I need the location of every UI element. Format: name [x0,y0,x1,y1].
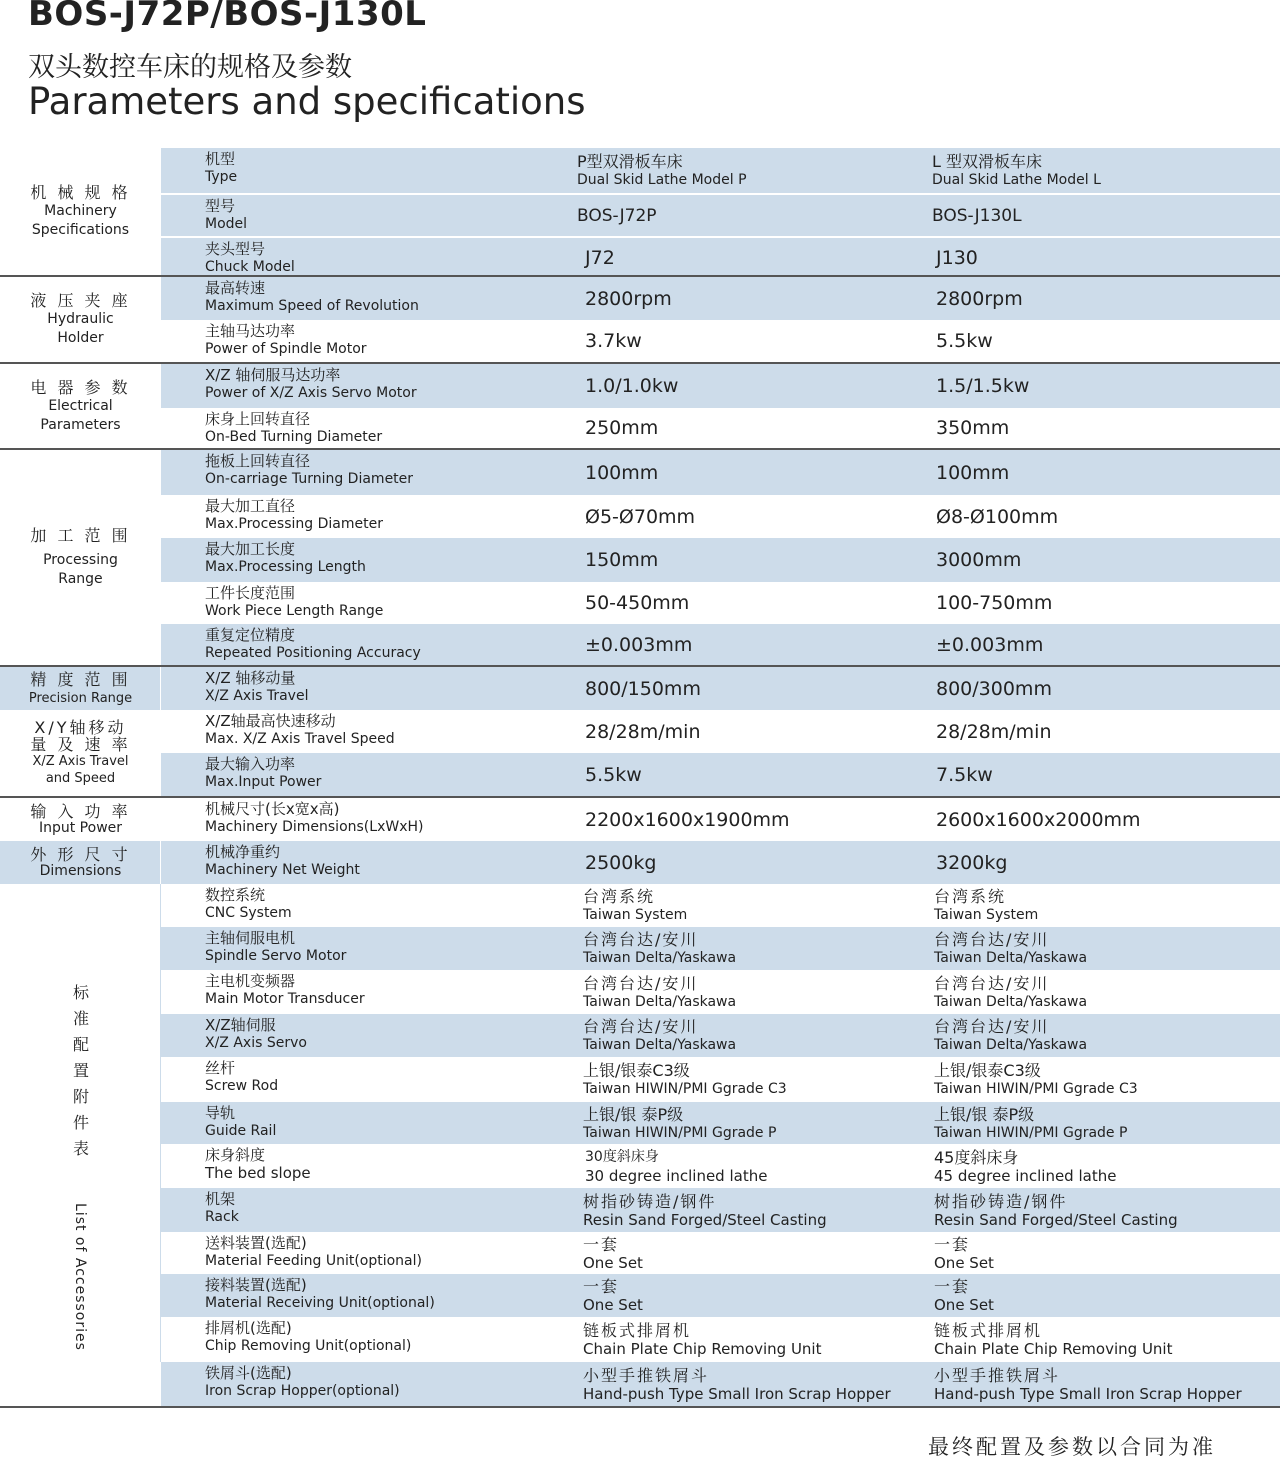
value-model-l: 一套 One Set [934,1277,994,1314]
spec-row [161,277,1280,320]
value-model-l: BOS-J130L [932,205,1022,226]
row-label: 机型 Type [205,150,238,185]
row-label: 夹头型号 Chuck Model [205,240,295,275]
value-model-p: P型双滑板车床 Dual Skid Lathe Model P [577,152,747,188]
value-model-l: 链板式排屑机 Chain Plate Chip Removing Unit [934,1321,1173,1358]
spec-row [161,408,1280,448]
row-label: 送料装置(选配) Material Feeding Unit(optional) [205,1234,422,1269]
value-model-p: 台湾台达/安川 Taiwan Delta/Yaskawa [583,973,737,1010]
group-divider [0,275,1280,277]
value-model-p: 2800rpm [585,287,672,310]
group-divider [0,665,1280,667]
value-model-p: 台湾系统 Taiwan System [583,887,688,923]
category-hydraulic-holder: 液 压 夹 座 Hydraulic Holder [30,291,131,346]
value-model-l: 小型手推铁屑斗 Hand-push Type Small Iron Scrap Hopper [934,1365,1242,1403]
accessories-category-char: 表 [72,1139,89,1158]
value-model-p: 台湾台达/安川 Taiwan Delta/Yaskawa [583,1017,737,1053]
category-precision-range: 精 度 范 围 Precision Range [0,667,161,710]
title-chinese: 双头数控车床的规格及参数 [28,52,352,83]
accessories-category-char: 置 [72,1061,89,1080]
accessories-category-char: 配 [72,1035,89,1054]
value-model-l: 一套 One Set [934,1234,994,1272]
accessory-row [161,1274,1280,1317]
row-label: 接料装置(选配) Material Receiving Unit(optional) [205,1276,435,1311]
row-label: 拖板上回转直径 On-carriage Turning Diameter [205,452,414,487]
category-dimensions: 外 形 尺 寸 Dimensions [0,841,161,884]
spec-row [161,236,1280,277]
title-english: Parameters and specifications [28,80,586,123]
value-model-l: L 型双滑板车床 Dual Skid Lathe Model L [932,152,1101,188]
value-model-l: 3200kg [936,851,1008,874]
value-model-l: 28/28m/min [936,720,1052,743]
value-model-l: 7.5kw [936,763,993,786]
value-model-p: 800/150mm [585,677,701,700]
value-model-p: 上银/银 泰P级 Taiwan HIWIN/PMI Ggrade P [583,1104,777,1141]
spec-row [161,148,1280,193]
group-divider [0,796,1280,798]
row-label: X/Z 轴移动量 X/Z Axis Travel [205,669,309,704]
value-model-p: 树指砂铸造/钢件 Resin Sand Forged/Steel Casting [583,1191,827,1229]
value-model-l: 台湾台达/安川 Taiwan Delta/Yaskawa [934,930,1088,966]
accessory-row [161,927,1280,970]
row-label: X/Z 轴伺服马达功率 Power of X/Z Axis Servo Motor [205,366,417,401]
value-model-l: 5.5kw [936,330,993,352]
accessories-category-english: List of Accessories [72,1203,88,1351]
value-model-p: BOS-J72P [577,205,657,226]
accessory-row [161,1232,1280,1274]
spec-row [161,624,1280,665]
value-model-p: 250mm [585,417,659,439]
value-model-p: 100mm [585,461,659,484]
row-label: 数控系统 CNC System [205,886,292,921]
value-model-p: 28/28m/min [585,720,701,743]
value-model-p: J72 [585,246,615,269]
row-label: 丝杆 Screw Rod [205,1059,279,1094]
row-label: 最大加工直径 Max.Processing Diameter [205,497,383,532]
spec-row [161,364,1280,408]
row-label: 重复定位精度 Repeated Positioning Accuracy [205,626,421,661]
row-label: X/Z轴伺服 X/Z Axis Servo [205,1016,307,1051]
value-model-l: 45度斜床身 45 degree inclined lathe [934,1147,1117,1185]
column-separator [160,148,161,884]
value-model-p: 链板式排屑机 Chain Plate Chip Removing Unit [583,1321,822,1358]
row-label: 铁屑斗(选配) Iron Scrap Hopper(optional) [205,1364,400,1399]
value-model-p: 上银/银泰C3级 Taiwan HIWIN/PMI Ggrade C3 [583,1061,787,1097]
value-model-l: 100-750mm [936,592,1053,614]
value-model-p: 30度斜床身 30 degree inclined lathe [585,1148,768,1185]
row-label: 床身上回转直径 On-Bed Turning Diameter [205,410,383,445]
accessories-category-char: 标 [72,983,89,1002]
group-divider [0,362,1280,364]
row-label: 型号 Model [205,197,248,232]
spec-row [161,667,1280,710]
value-model-p: 台湾台达/安川 Taiwan Delta/Yaskawa [583,930,737,966]
value-model-l: Ø8-Ø100mm [936,505,1059,528]
row-label: 最大加工长度 Max.Processing Length [205,540,366,575]
accessory-row [161,1102,1280,1144]
row-label: 机架 Rack [205,1190,239,1225]
value-model-l: 台湾系统 Taiwan System [934,887,1039,923]
accessories-category-chinese [63,980,99,1162]
value-model-l: 350mm [936,417,1010,439]
value-model-l: 800/300mm [936,677,1052,700]
accessories-category-char: 件 [72,1113,89,1132]
value-model-l: 台湾台达/安川 Taiwan Delta/Yaskawa [934,973,1088,1010]
row-label: 主电机变频器 Main Motor Transducer [205,972,365,1007]
accessory-row [161,1188,1280,1232]
group-divider [0,1406,1280,1408]
value-model-p: 1.0/1.0kw [585,375,679,397]
row-label: 主轴马达功率 Power of Spindle Motor [205,322,367,357]
value-model-p: 一套 One Set [583,1234,643,1272]
value-model-l: 2600x1600x2000mm [936,808,1141,831]
value-model-p: 2500kg [585,851,657,874]
spec-row [161,320,1280,362]
spec-row [161,710,1280,753]
accessory-row [161,1362,1280,1406]
spec-row [161,582,1280,624]
category-xz-axis-travel-and-speed: X/Y轴移动 量 及 速 率 X/Z Axis Travel and Speed [30,718,131,786]
category-machinery-specifications: 机 械 规 格 Machinery Specifications [30,183,131,238]
accessory-row [161,1317,1280,1362]
value-model-p: 5.5kw [585,763,642,786]
row-label: 机械尺寸(长x宽x高) Machinery Dimensions(LxWxH) [205,800,424,835]
spec-row [161,753,1280,796]
spec-row [161,538,1280,582]
value-model-l: 台湾台达/安川 Taiwan Delta/Yaskawa [934,1017,1088,1053]
value-model-l: 上银/银 泰P级 Taiwan HIWIN/PMI Ggrade P [934,1104,1128,1141]
model-title: BOS-J72P/BOS-J130L [28,0,427,34]
group-divider [0,448,1280,450]
value-model-l: 上银/银泰C3级 Taiwan HIWIN/PMI Ggrade C3 [934,1061,1138,1097]
accessory-row [161,1144,1280,1188]
spec-row [161,495,1280,538]
row-label: 工件长度范围 Work Piece Length Range [205,584,384,619]
value-model-l: J130 [936,246,978,269]
accessory-row [161,970,1280,1014]
accessories-category-char: 附 [72,1087,89,1106]
value-model-l: 1.5/1.5kw [936,375,1030,397]
category-input-power: 输 入 功 率 Input Power [30,801,131,836]
row-label: 主轴伺服电机 Spindle Servo Motor [205,929,347,964]
row-label: 机械净重约 Machinery Net Weight [205,843,360,878]
value-model-p: 一套 One Set [583,1277,643,1314]
value-model-p: 3.7kw [585,330,642,352]
row-label: 导轨 Guide Rail [205,1104,277,1139]
accessory-row [161,884,1280,927]
footer-note: 最终配置及参数以合同为准 [928,1435,1216,1459]
accessory-row [161,1014,1280,1057]
category-electrical-parameters: 电 器 参 数 Electrical Parameters [30,377,131,433]
value-model-p: ±0.003mm [585,633,693,656]
value-model-p: Ø5-Ø70mm [585,505,696,528]
value-model-p: 50-450mm [585,592,690,614]
value-model-l: 100mm [936,461,1010,484]
row-label: X/Z轴最高快速移动 Max. X/Z Axis Travel Speed [205,712,395,747]
spec-row [161,450,1280,495]
spec-table [0,148,1280,1410]
value-model-p: 小型手推铁屑斗 Hand-push Type Small Iron Scrap Hopper [583,1365,891,1403]
row-label: 最高转速 Maximum Speed of Revolution [205,279,419,314]
spec-row [161,193,1280,236]
row-label: 排屑机(选配) Chip Removing Unit(optional) [205,1319,412,1354]
column-separator [160,884,161,1362]
value-model-l: 3000mm [936,549,1022,571]
value-model-l: 2800rpm [936,287,1023,310]
category-processing-range: 加 工 范 围 Processing Range [30,526,131,587]
row-label: 最大输入功率 Max.Input Power [205,755,322,790]
value-model-l: 树指砂铸造/钢件 Resin Sand Forged/Steel Casting [934,1191,1178,1229]
value-model-p: 2200x1600x1900mm [585,808,790,831]
value-model-p: 150mm [585,549,659,571]
accessory-row [161,1057,1280,1102]
accessories-category-char: 准 [72,1009,89,1028]
spec-row [161,798,1280,841]
row-label: 床身斜度 The bed slope [205,1146,311,1182]
spec-row [161,841,1280,884]
value-model-l: ±0.003mm [936,633,1044,656]
